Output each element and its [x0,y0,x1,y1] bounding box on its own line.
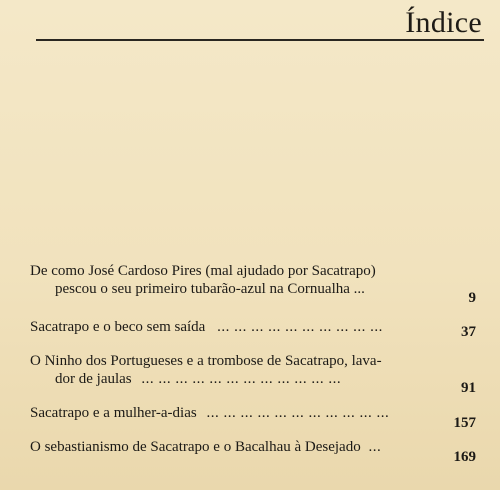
toc-page-number: 9 [468,290,476,306]
toc-dot-leader: ... [368,439,382,455]
toc-entry-title: De como José Cardoso Pires (mal ajudado por Sacatrapo) [30,263,376,279]
toc-page-number: 91 [461,380,476,396]
toc-entry-title: Sacatrapo e a mulher-a-dias [30,405,197,421]
toc-entry [30,438,476,465]
toc-dot-leader: ... ... ... ... ... ... ... ... ... ... ... [206,405,390,421]
toc-entry [30,318,476,340]
toc-entry-title: O Ninho dos Portugueses e a trombose de Sacatrapo, lava- [30,353,382,369]
toc-page-number: 37 [461,324,476,340]
toc-entry-title: O sebastianismo de Sacatrapo e o Bacalhau à Desejado [30,439,361,455]
toc-entry [30,404,476,431]
toc-dot-leader: ... ... ... ... ... ... ... ... ... ... [217,319,383,335]
toc-entry [30,352,476,396]
toc-dot-leader: ... ... ... ... ... ... ... ... ... ... ... ... [141,371,342,387]
toc-entry-title-continued: pescou o seu primeiro tubarão-azul na Cornualha ... [55,281,365,297]
toc-page-number: 169 [453,449,476,465]
toc-page-number: 157 [453,415,476,431]
toc-entry-title: Sacatrapo e o beco sem saída [30,319,206,335]
toc-entry-title-continued: dor de jaulas [55,371,132,387]
toc-entry [30,262,476,306]
page-title: Índice [405,6,482,39]
